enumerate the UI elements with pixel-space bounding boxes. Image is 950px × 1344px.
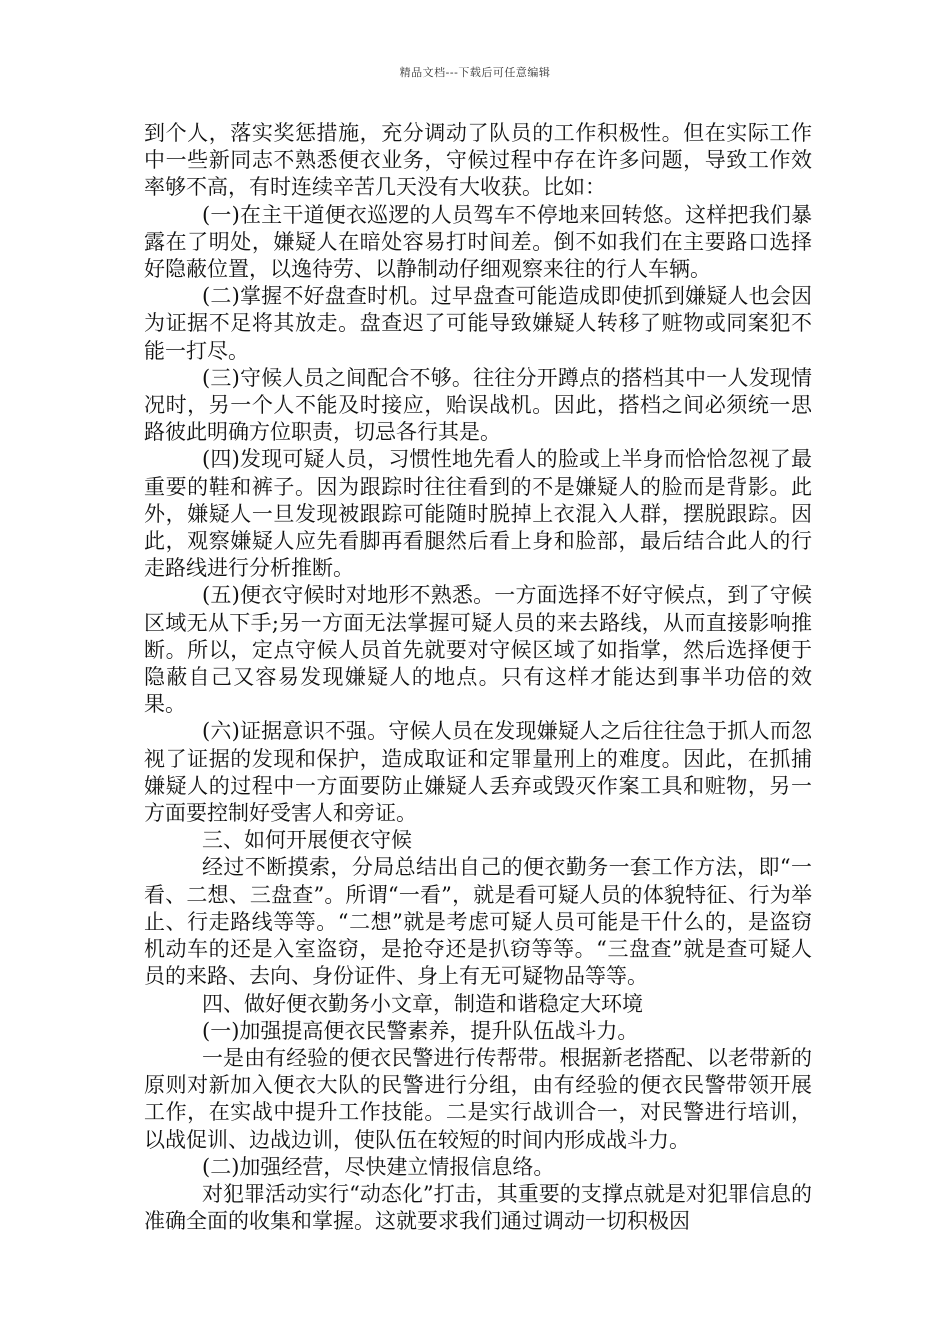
paragraph-7: (六)证据意识不强。守候人员在发现嫌疑人之后往往急于抓人而忽视了证据的发现和保护，造成取证和定罪量刑上的难度。因此，在抓捕嫌疑人的过程中一方面要防止嫌疑人丢弃或毁灭作案工具和赃物，另一方面要控制好受害人和旁证。 [144, 719, 812, 826]
paragraph-5: (四)发现可疑人员，习惯性地先看人的脸或上半身而恰恰忽视了最重要的鞋和裤子。因为跟踪时往往看到的不是嫌疑人的脸而是背影。此外，嫌疑人一旦发现被跟踪可能随时脱掉上衣混入人群，摆脱跟踪。因此，观察嫌疑人应先看脚再看腿然后看上身和脸部，最后结合此人的行走路线进行分析推断。 [144, 447, 812, 581]
section-heading-3: 三、如何开展便衣守候 [202, 828, 412, 853]
page-header: 精品文档---下载后可任意编辑 [399, 66, 551, 79]
paragraph-6: (五)便衣守候时对地形不熟悉。一方面选择不好守候点，到了守候区域无从下手;另一方面无法掌握可疑人员的来去路线，从而直接影响推断。所以，定点守候人员首先就要对守候区域了如指掌，然后选择便于隐蔽自己又容易发现嫌疑人的地点。只有这样才能达到事半功倍的效果。 [144, 583, 812, 717]
paragraph-2: (一)在主干道便衣巡逻的人员驾车不停地来回转悠。这样把我们暴露在了明处，嫌疑人在暗处容易打时间差。倒不如我们在主要路口选择好隐蔽位置，以逸待劳、以静制动仔细观察来往的行人车辆。 [144, 202, 812, 282]
paragraph-14: 对犯罪活动实行“动态化”打击，其重要的支撑点就是对犯罪信息的准确全面的收集和掌握。这就要求我们通过调动一切积极因 [144, 1181, 812, 1234]
paragraph-1: 到个人，落实奖惩措施，充分调动了队员的工作积极性。但在实际工作中一些新同志不熟悉便衣业务，守候过程中存在许多问题，导致工作效率够不高，有时连续辛苦几天没有大收获。比如： [144, 121, 812, 200]
paragraph-12: 一是由有经验的便衣民警进行传帮带。根据新老搭配、以老带新的原则对新加入便衣大队的民警进行分组，由有经验的便衣民警带领开展工作，在实战中提升工作技能。二是实行战训合一，对民警进行培训，以战促训、边战边训，使队伍在较短的时间内形成战斗力。 [144, 1045, 812, 1152]
paragraph-3: (二)掌握不好盘查时机。过早盘查可能造成即使抓到嫌疑人也会因为证据不足将其放走。盘查迟了可能导致嫌疑人转移了赃物或同案犯不能一打尽。 [144, 284, 812, 363]
subheading-2: (二)加强经营，尽快建立情报信息络。 [202, 1154, 555, 1179]
paragraph-9: 经过不断摸索，分局总结出自己的便衣勤务一套工作方法，即“一看、二想、三盘查”。所谓“一看”，就是看可疑人员的体貌特征、行为举止、行走路线等等。“二想”就是考虑可疑人员可能是干什么的，是盗窃机动车的还是入室盗窃，是抢夺还是扒窃等等。“三盘查”就是查可疑人员的来路、去向、身份证件、身上有无可疑物品等等。 [144, 855, 812, 989]
subheading-1: (一)加强提高便衣民警素养，提升队伍战斗力。 [202, 1018, 639, 1043]
section-heading-4: 四、做好便衣勤务小文章，制造和谐稳定大环境 [202, 991, 643, 1016]
paragraph-4: (三)守候人员之间配合不够。往往分开蹲点的搭档其中一人发现情况时，另一个人不能及时接应，贻误战机。因此，搭档之间必须统一思路彼此明确方位职责，切忌各行其是。 [144, 365, 812, 445]
document-body [144, 120, 812, 1235]
